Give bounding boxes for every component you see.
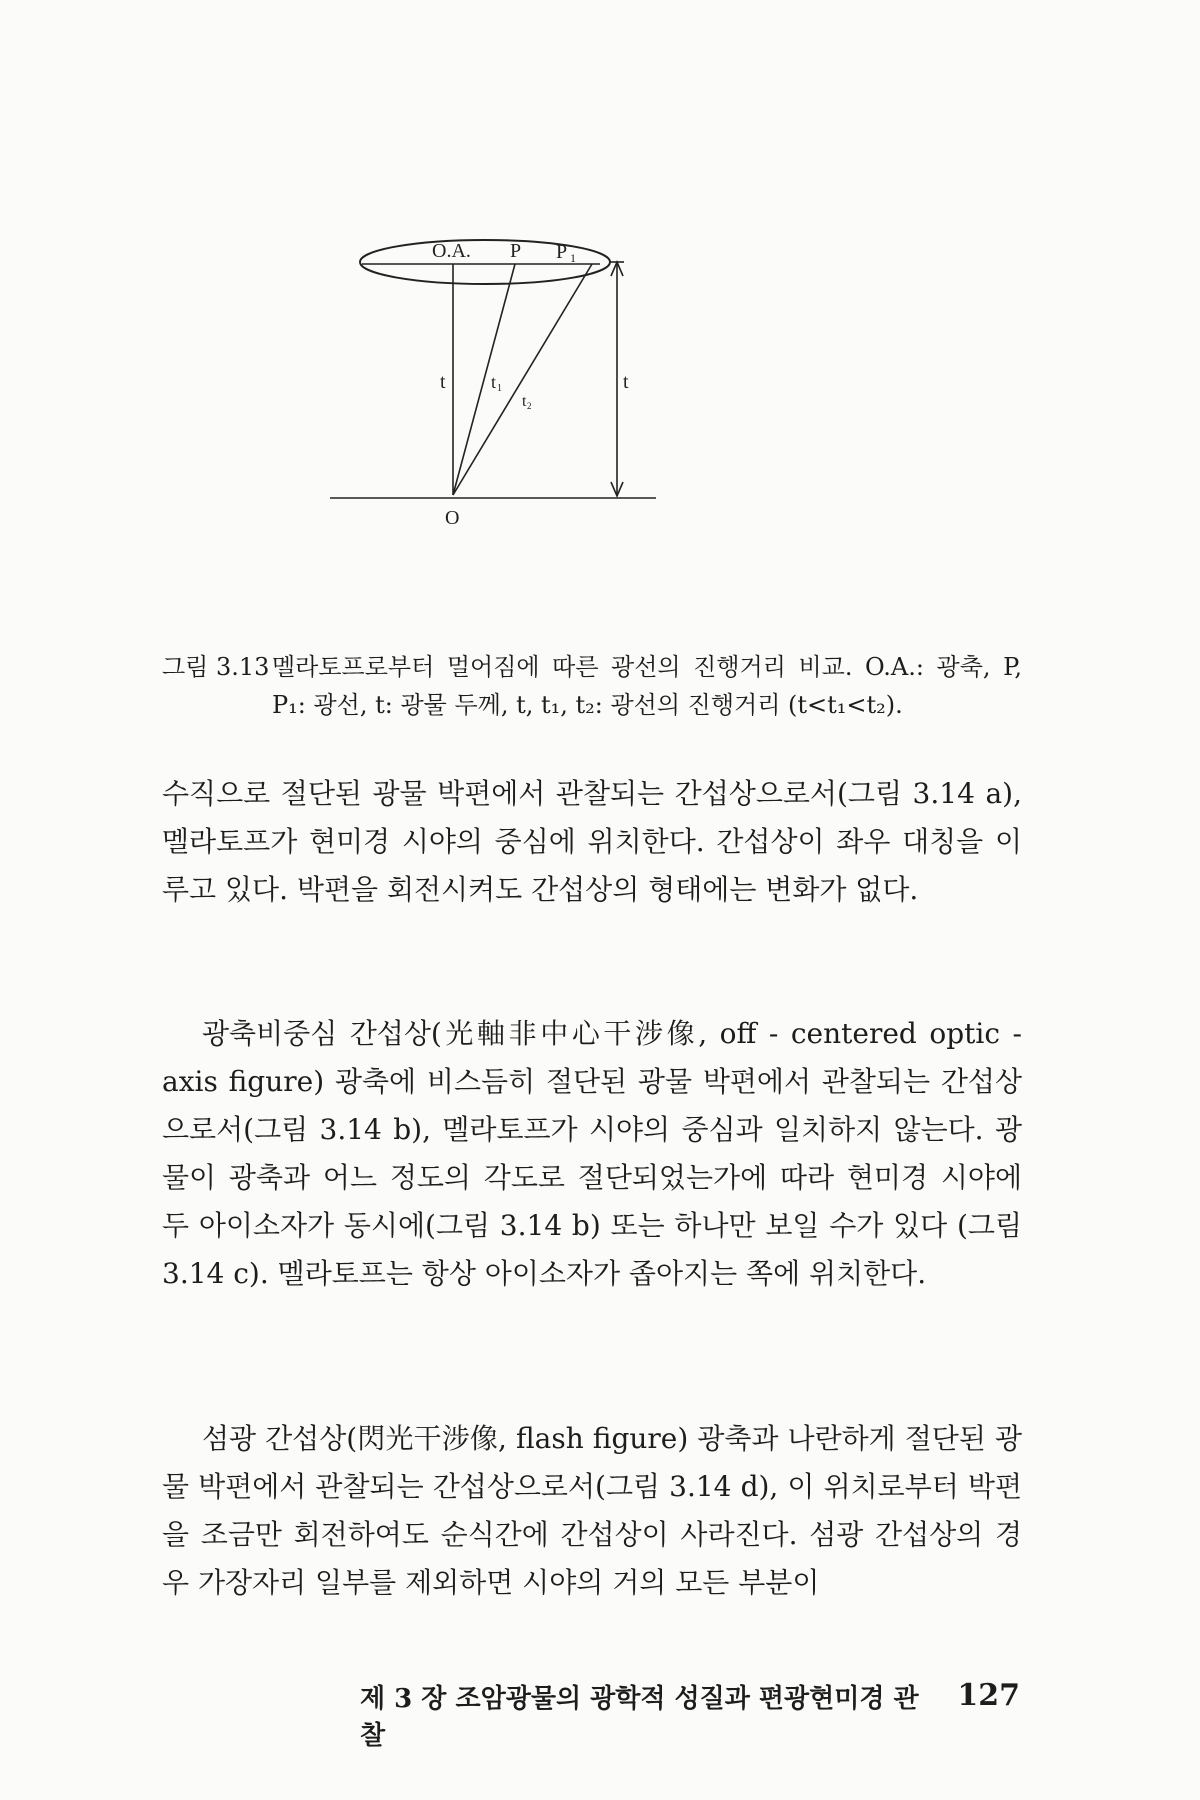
label-optic-axis: O.A. [432,240,471,262]
label-t1: t [491,372,497,392]
label-p1-sub: 1 [570,251,576,265]
label-origin: O [445,507,460,529]
paragraph-1: 수직으로 절단된 광물 박편에서 관찰되는 간섭상으로서(그림 3.14 a), 멜라토프가 현미경 시야의 중심에 위치한다. 간섭상이 좌우 대칭을 이루고 있다. 박편을 회전시켜도 간섭상의 형태에는 변화가 없다. [162,777,1022,906]
caption-label: 그림 3.13 [162,653,270,681]
label-t1-sub: 1 [497,383,502,394]
page-footer [360,1678,1020,1752]
paragraph-2: 광축비중심 간섭상(光軸非中心干涉像, off - centered optic - axis figure) 광축에 비스듬히 절단된 광물 박편에서 관찰되는 간섭상으로서(그림 3.14 b), 멜라토프가 시야의 중심과 일치하지 않는다. 광물이 광축과 어느 정도의 각도로 절단되었는가에 따라 현미경 시야에 두 아이소자가 동시에(그림 3.14 b) 또는 하나만 보일 수가 있다 (그림 3.14 c). 멜라토프는 항상 아이소자가 좁아지는 쪽에 위치한다. [162,1017,1022,1290]
ray-p1-line [453,264,592,495]
optical-path-diagram [360,240,780,600]
label-p1: P [556,241,568,263]
optical-path-figure [360,240,780,600]
label-p: P [510,240,522,262]
ray-p-line [453,264,515,495]
label-t-right: t [623,371,629,393]
caption-row [162,648,1022,724]
paragraph-3: 섬광 간섭상(閃光干涉像, flash figure) 광축과 나란하게 절단된 광물 박편에서 관찰되는 간섭상으로서(그림 3.14 d), 이 위치로부터 박편을 조금만 회전하여도 순식간에 간섭상이 사라진다. 섬광 간섭상의 경우 가장자리 일부를 제외하면 시야의 거의 모든 부분이 [162,1422,1022,1599]
caption-text: 멜라토프로부터 멀어짐에 따른 광선의 진행거리 비교. O.A.: 광축, P, P₁: 광선, t: 광물 두께, t, t₁, t₂: 광선의 진행거리 (t<t₁<t₂). [272,653,1022,719]
label-t2-sub: 2 [527,401,532,411]
page-number: 127 [957,1678,1020,1713]
chapter-title: 제 3 장 조암광물의 광학적 성질과 편광현미경 관찰 [360,1684,919,1751]
label-t2: t [522,393,527,410]
figure-caption [162,648,1022,724]
label-t-left: t [440,371,446,393]
